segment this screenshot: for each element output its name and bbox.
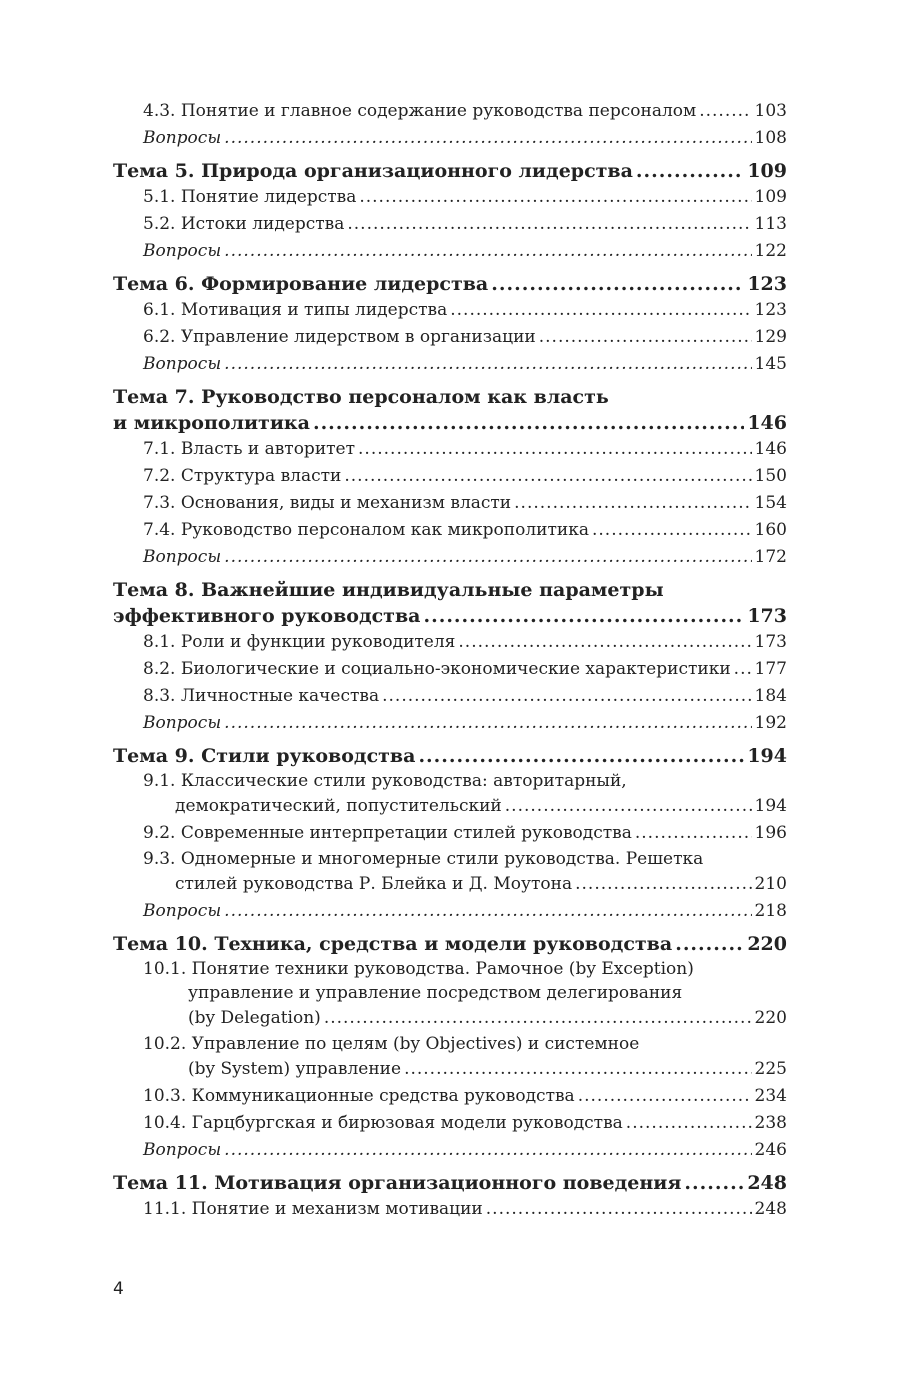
- toc-topic-7: [113, 410, 787, 436]
- entry-page: 194: [754, 796, 787, 816]
- toc-topic-8: [113, 603, 787, 629]
- topic-label: Тема 9. Стили руководства: [113, 745, 416, 767]
- leader-dots: [224, 1137, 751, 1164]
- toc-questions-5: [113, 238, 787, 265]
- toc-entry-11-1: [113, 1196, 787, 1223]
- leader-dots: [491, 271, 744, 297]
- leader-dots: [224, 351, 751, 378]
- toc-topic-10: [113, 931, 787, 957]
- toc-entry-10-3: [113, 1083, 787, 1110]
- leader-dots: [224, 898, 751, 925]
- entry-label: 7.2. Структура власти: [143, 466, 342, 486]
- toc-entry-7-2: [113, 463, 787, 490]
- topic-page: 173: [747, 605, 787, 627]
- entry-label: Вопросы: [143, 901, 222, 921]
- toc-entry-7-4: [113, 517, 787, 544]
- toc-topic-7-line1: Тема 7. Руководство персоналом как власть: [113, 386, 609, 408]
- entry-page: 184: [754, 686, 787, 706]
- entry-page: 109: [754, 187, 787, 207]
- leader-dots: [224, 125, 751, 152]
- leader-dots: [324, 1005, 752, 1032]
- leader-dots: [486, 1196, 752, 1223]
- entry-label: 6.1. Мотивация и типы лидерства: [143, 300, 448, 320]
- entry-page: 192: [754, 713, 787, 733]
- entry-label: 11.1. Понятие и механизм мотивации: [143, 1199, 483, 1219]
- entry-page: 103: [754, 101, 787, 121]
- toc-entry-8-3: [113, 683, 787, 710]
- toc-questions-4: [113, 125, 787, 152]
- entry-label: 7.4. Руководство персоналом как микрополитика: [143, 520, 589, 540]
- leader-dots: [382, 683, 751, 710]
- toc-topic-11: [113, 1170, 787, 1196]
- leader-dots: [450, 297, 751, 324]
- toc-questions-9: [113, 898, 787, 925]
- topic-page: 123: [747, 273, 787, 295]
- entry-page: 225: [754, 1059, 787, 1079]
- entry-label: Вопросы: [143, 354, 222, 374]
- leader-dots: [344, 463, 751, 490]
- entry-page: 210: [754, 874, 787, 894]
- entry-page: 234: [754, 1086, 787, 1106]
- entry-label: 6.2. Управление лидерством в организации: [143, 327, 536, 347]
- entry-label: (by Delegation): [188, 1008, 321, 1028]
- entry-label: демократический, попустительский: [175, 796, 502, 816]
- toc-entry-9-1-line1: 9.1. Классические стили руководства: авторитарный,: [143, 771, 627, 791]
- entry-page: 150: [754, 466, 787, 486]
- leader-dots: [514, 490, 751, 517]
- page-number: 4: [113, 1279, 124, 1299]
- toc-topic-9: [113, 743, 787, 769]
- toc-entry-6-2: [113, 324, 787, 351]
- entry-label: 10.4. Гарцбургская и бирюзовая модели руководства: [143, 1113, 623, 1133]
- entry-label: 9.2. Современные интерпретации стилей руководства: [143, 823, 632, 843]
- entry-page: 123: [754, 300, 787, 320]
- topic-page: 109: [747, 160, 787, 182]
- entry-label: Вопросы: [143, 1140, 222, 1160]
- leader-dots: [684, 1170, 744, 1196]
- topic-label: Тема 10. Техника, средства и модели руководства: [113, 933, 673, 955]
- toc-entry-4-3: [113, 98, 787, 125]
- leader-dots: [358, 436, 752, 463]
- leader-dots: [505, 793, 752, 820]
- entry-label: 5.1. Понятие лидерства: [143, 187, 357, 207]
- toc-entry-7-1: [113, 436, 787, 463]
- leader-dots: [539, 324, 752, 351]
- entry-label: 10.3. Коммуникационные средства руководства: [143, 1086, 575, 1106]
- leader-dots: [635, 820, 752, 847]
- topic-label: эффективного руководства: [113, 605, 421, 627]
- toc-questions-7: [113, 544, 787, 571]
- entry-label: 8.1. Роли и функции руководителя: [143, 632, 456, 652]
- toc-entry-10-1: [113, 1005, 787, 1032]
- leader-dots: [347, 211, 751, 238]
- toc-entry-5-1: [113, 184, 787, 211]
- table-of-contents: [113, 98, 787, 1223]
- entry-label: 7.1. Власть и авторитет: [143, 439, 356, 459]
- entry-label: 8.2. Биологические и социально-экономические характеристики: [143, 659, 731, 679]
- entry-page: 172: [754, 547, 787, 567]
- topic-page: 248: [747, 1172, 787, 1194]
- leader-dots: [458, 629, 751, 656]
- toc-entry-9-1: [113, 793, 787, 820]
- toc-questions-8: [113, 710, 787, 737]
- entry-page: 108: [754, 128, 787, 148]
- leader-dots: [626, 1110, 752, 1137]
- entry-page: 218: [754, 901, 787, 921]
- entry-page: 220: [754, 1008, 787, 1028]
- entry-page: 154: [754, 493, 787, 513]
- toc-entry-9-3: [113, 871, 787, 898]
- entry-page: 196: [754, 823, 787, 843]
- topic-page: 220: [747, 933, 787, 955]
- toc-entry-7-3: [113, 490, 787, 517]
- leader-dots: [636, 158, 744, 184]
- toc-entry-5-2: [113, 211, 787, 238]
- leader-dots: [423, 603, 744, 629]
- toc-entry-10-2: [113, 1056, 787, 1083]
- leader-dots: [578, 1083, 752, 1110]
- leader-dots: [313, 410, 744, 436]
- toc-entry-10-4: [113, 1110, 787, 1137]
- leader-dots: [675, 931, 744, 957]
- entry-label: Вопросы: [143, 241, 222, 261]
- leader-dots: [224, 544, 751, 571]
- toc-entry-10-1-line1: 10.1. Понятие техники руководства. Рамочное (by Exception): [143, 959, 694, 979]
- leader-dots: [418, 743, 744, 769]
- topic-page: 194: [747, 745, 787, 767]
- entry-page: 113: [754, 214, 787, 234]
- entry-page: 246: [754, 1140, 787, 1160]
- entry-page: 238: [754, 1113, 787, 1133]
- entry-page: 177: [754, 659, 787, 679]
- toc-entry-9-3-line1: 9.3. Одномерные и многомерные стили руководства. Решетка: [143, 849, 704, 869]
- entry-label: (by System) управление: [188, 1059, 402, 1079]
- entry-page: 160: [754, 520, 787, 540]
- entry-label: Вопросы: [143, 128, 222, 148]
- topic-label: Тема 6. Формирование лидерства: [113, 273, 489, 295]
- leader-dots: [359, 184, 751, 211]
- toc-topic-5: [113, 158, 787, 184]
- toc-entry-8-1: [113, 629, 787, 656]
- entry-page: 173: [754, 632, 787, 652]
- topic-page: 146: [747, 412, 787, 434]
- toc-topic-6: [113, 271, 787, 297]
- leader-dots: [224, 238, 751, 265]
- entry-label: 4.3. Понятие и главное содержание руководства персоналом: [143, 101, 697, 121]
- toc-questions-10: [113, 1137, 787, 1164]
- entry-page: 122: [754, 241, 787, 261]
- entry-page: 248: [754, 1199, 787, 1219]
- entry-label: 5.2. Истоки лидерства: [143, 214, 345, 234]
- topic-label: и микрополитика: [113, 412, 310, 434]
- topic-label: Тема 5. Природа организационного лидерства: [113, 160, 633, 182]
- leader-dots: [224, 710, 751, 737]
- entry-label: 8.3. Личностные качества: [143, 686, 380, 706]
- entry-label: Вопросы: [143, 713, 222, 733]
- topic-label: Тема 11. Мотивация организационного поведения: [113, 1172, 682, 1194]
- toc-topic-8-line1: Тема 8. Важнейшие индивидуальные параметры: [113, 579, 664, 601]
- leader-dots: [699, 98, 751, 125]
- entry-label: 7.3. Основания, виды и механизм власти: [143, 493, 512, 513]
- toc-questions-6: [113, 351, 787, 378]
- leader-dots: [734, 656, 752, 683]
- leader-dots: [575, 871, 751, 898]
- leader-dots: [592, 517, 752, 544]
- leader-dots: [404, 1056, 751, 1083]
- toc-entry-9-2: [113, 820, 787, 847]
- toc-entry-6-1: [113, 297, 787, 324]
- entry-page: 129: [754, 327, 787, 347]
- entry-page: 146: [754, 439, 787, 459]
- entry-label: стилей руководства Р. Блейка и Д. Моутона: [175, 874, 573, 894]
- toc-entry-10-2-line1: 10.2. Управление по целям (by Objectives) и системное: [143, 1034, 640, 1054]
- toc-entry-8-2: [113, 656, 787, 683]
- toc-entry-10-1-line2: управление и управление посредством делегирования: [188, 983, 683, 1003]
- entry-label: Вопросы: [143, 547, 222, 567]
- entry-page: 145: [754, 354, 787, 374]
